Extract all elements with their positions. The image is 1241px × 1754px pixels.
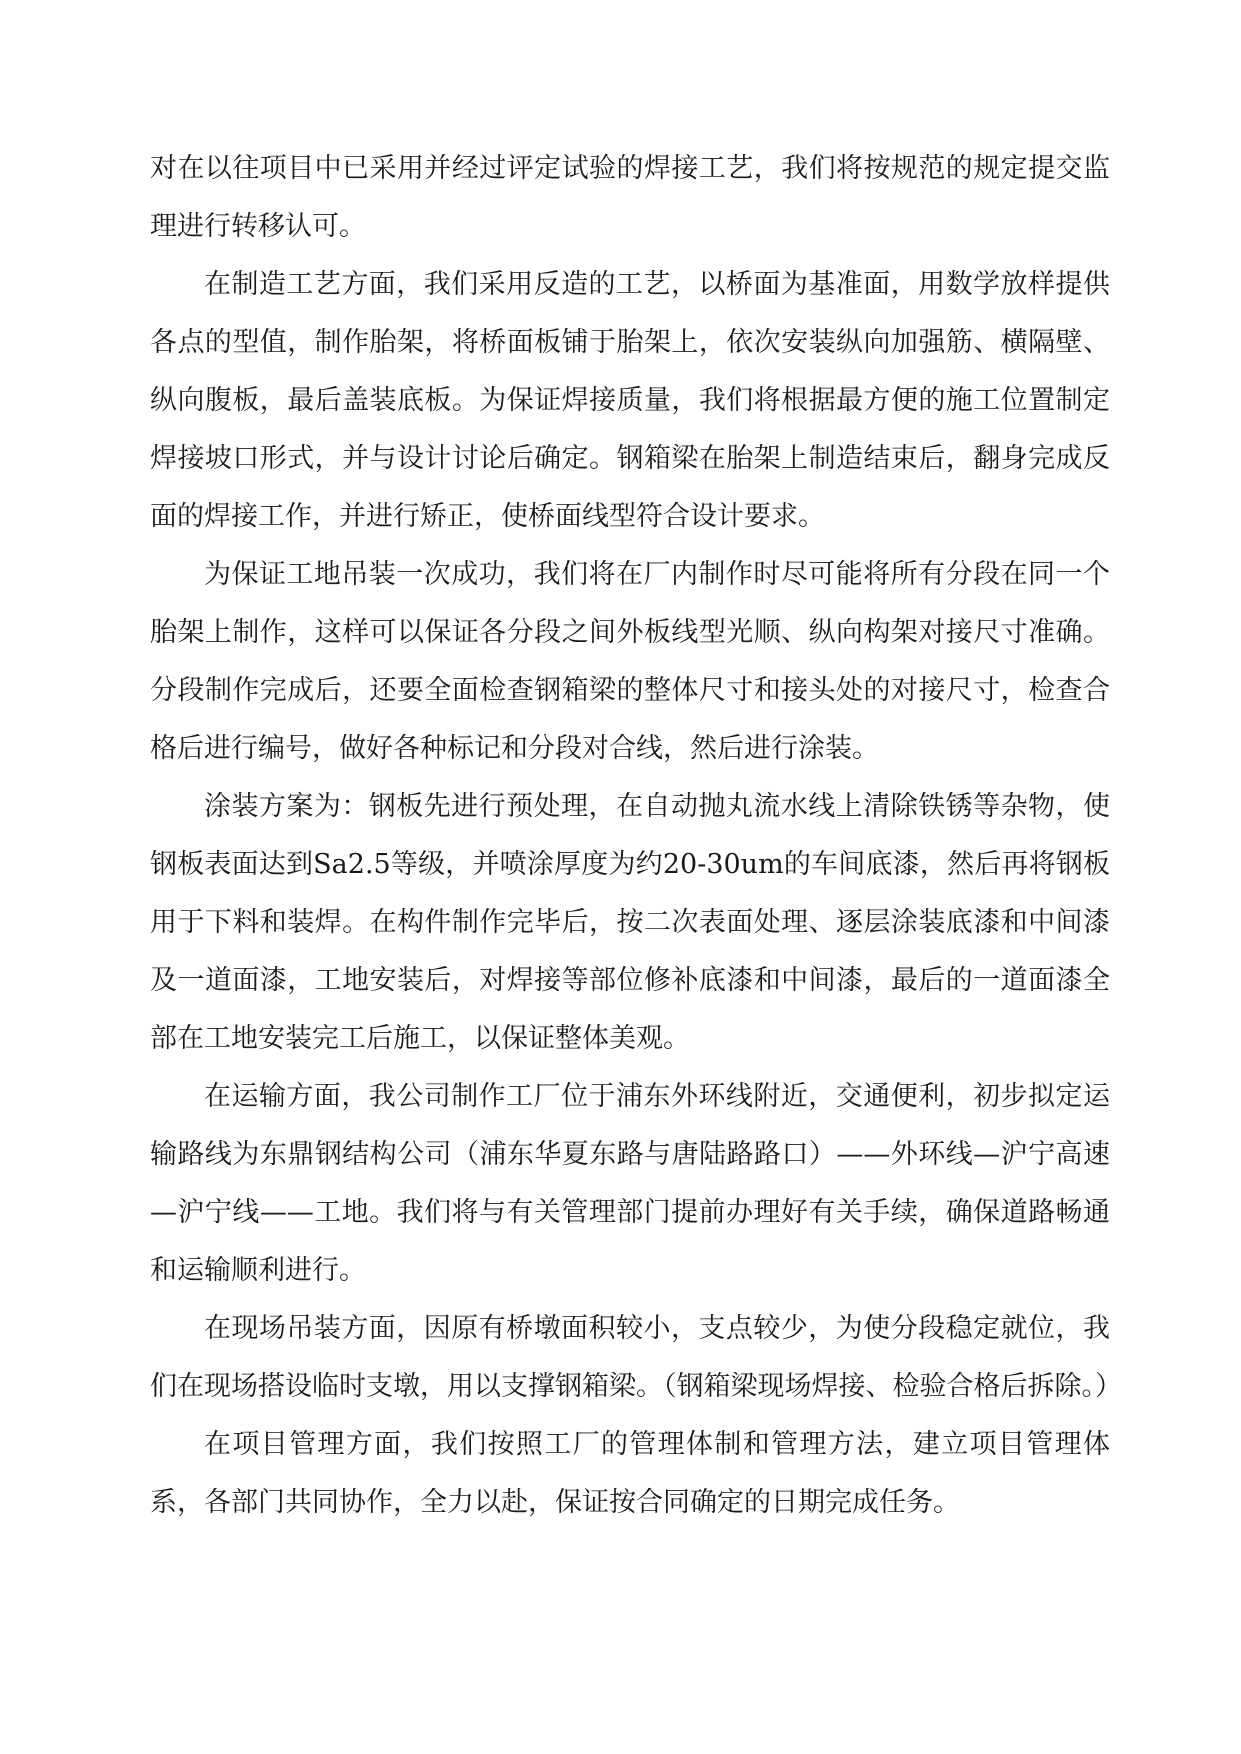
paragraph-welding-approval: 对在以往项目中已采用并经过评定试验的焊接工艺，我们将按规范的规定提交监理进行转移认可。 — [150, 153, 1110, 242]
paragraph-coating-scheme: 涂装方案为：钢板先进行预处理，在自动抛丸流水线上清除铁锈等杂物，使钢板表面达到Sa2.5等级，并喷涂厚度为约20-30um的车间底漆，然后再将钢板用于下料和装焊。在构件制作完毕后，按二次表面处理、逐层涂装底漆和中间漆及一道面漆，工地安装后，对焊接等部位修补底漆和中间漆，最后的一道面漆全部在工地安装完工后施工，以保证整体美观。 — [150, 791, 1110, 1054]
document-body — [150, 140, 1122, 1532]
paragraph-segment-fabrication: 为保证工地吊装一次成功，我们将在厂内制作时尽可能将所有分段在同一个胎架上制作，这样可以保证各分段之间外板线型光顺、纵向构架对接尺寸准确。分段制作完成后，还要全面检查钢箱梁的整体尺寸和接头处的对接尺寸，检查合格后进行编号，做好各种标记和分段对合线，然后进行涂装。 — [150, 559, 1110, 764]
paragraph-site-hoisting: 在现场吊装方面，因原有桥墩面积较小，支点较少，为使分段稳定就位，我们在现场搭设临时支墩，用以支撑钢箱梁。（钢箱梁现场焊接、检验合格后拆除。） — [150, 1313, 1122, 1402]
paragraph-project-management: 在项目管理方面，我们按照工厂的管理体制和管理方法，建立项目管理体系，各部门共同协作，全力以赴，保证按合同确定的日期完成任务。 — [150, 1429, 1110, 1518]
paragraph-transportation: 在运输方面，我公司制作工厂位于浦东外环线附近，交通便利，初步拟定运输路线为东鼎钢结构公司（浦东华夏东路与唐陆路路口）——外环线—沪宁高速—沪宁线——工地。我们将与有关管理部门提前办理好有关手续，确保道路畅通和运输顺利进行。 — [150, 1081, 1110, 1286]
paragraph-manufacturing-process: 在制造工艺方面，我们采用反造的工艺，以桥面为基准面，用数学放样提供各点的型值，制作胎架，将桥面板铺于胎架上，依次安装纵向加强筋、横隔壁、纵向腹板，最后盖装底板。为保证焊接质量，我们将根据最方便的施工位置制定焊接坡口形式，并与设计讨论后确定。钢箱梁在胎架上制造结束后，翻身完成反面的焊接工作，并进行矫正，使桥面线型符合设计要求。 — [150, 269, 1110, 532]
